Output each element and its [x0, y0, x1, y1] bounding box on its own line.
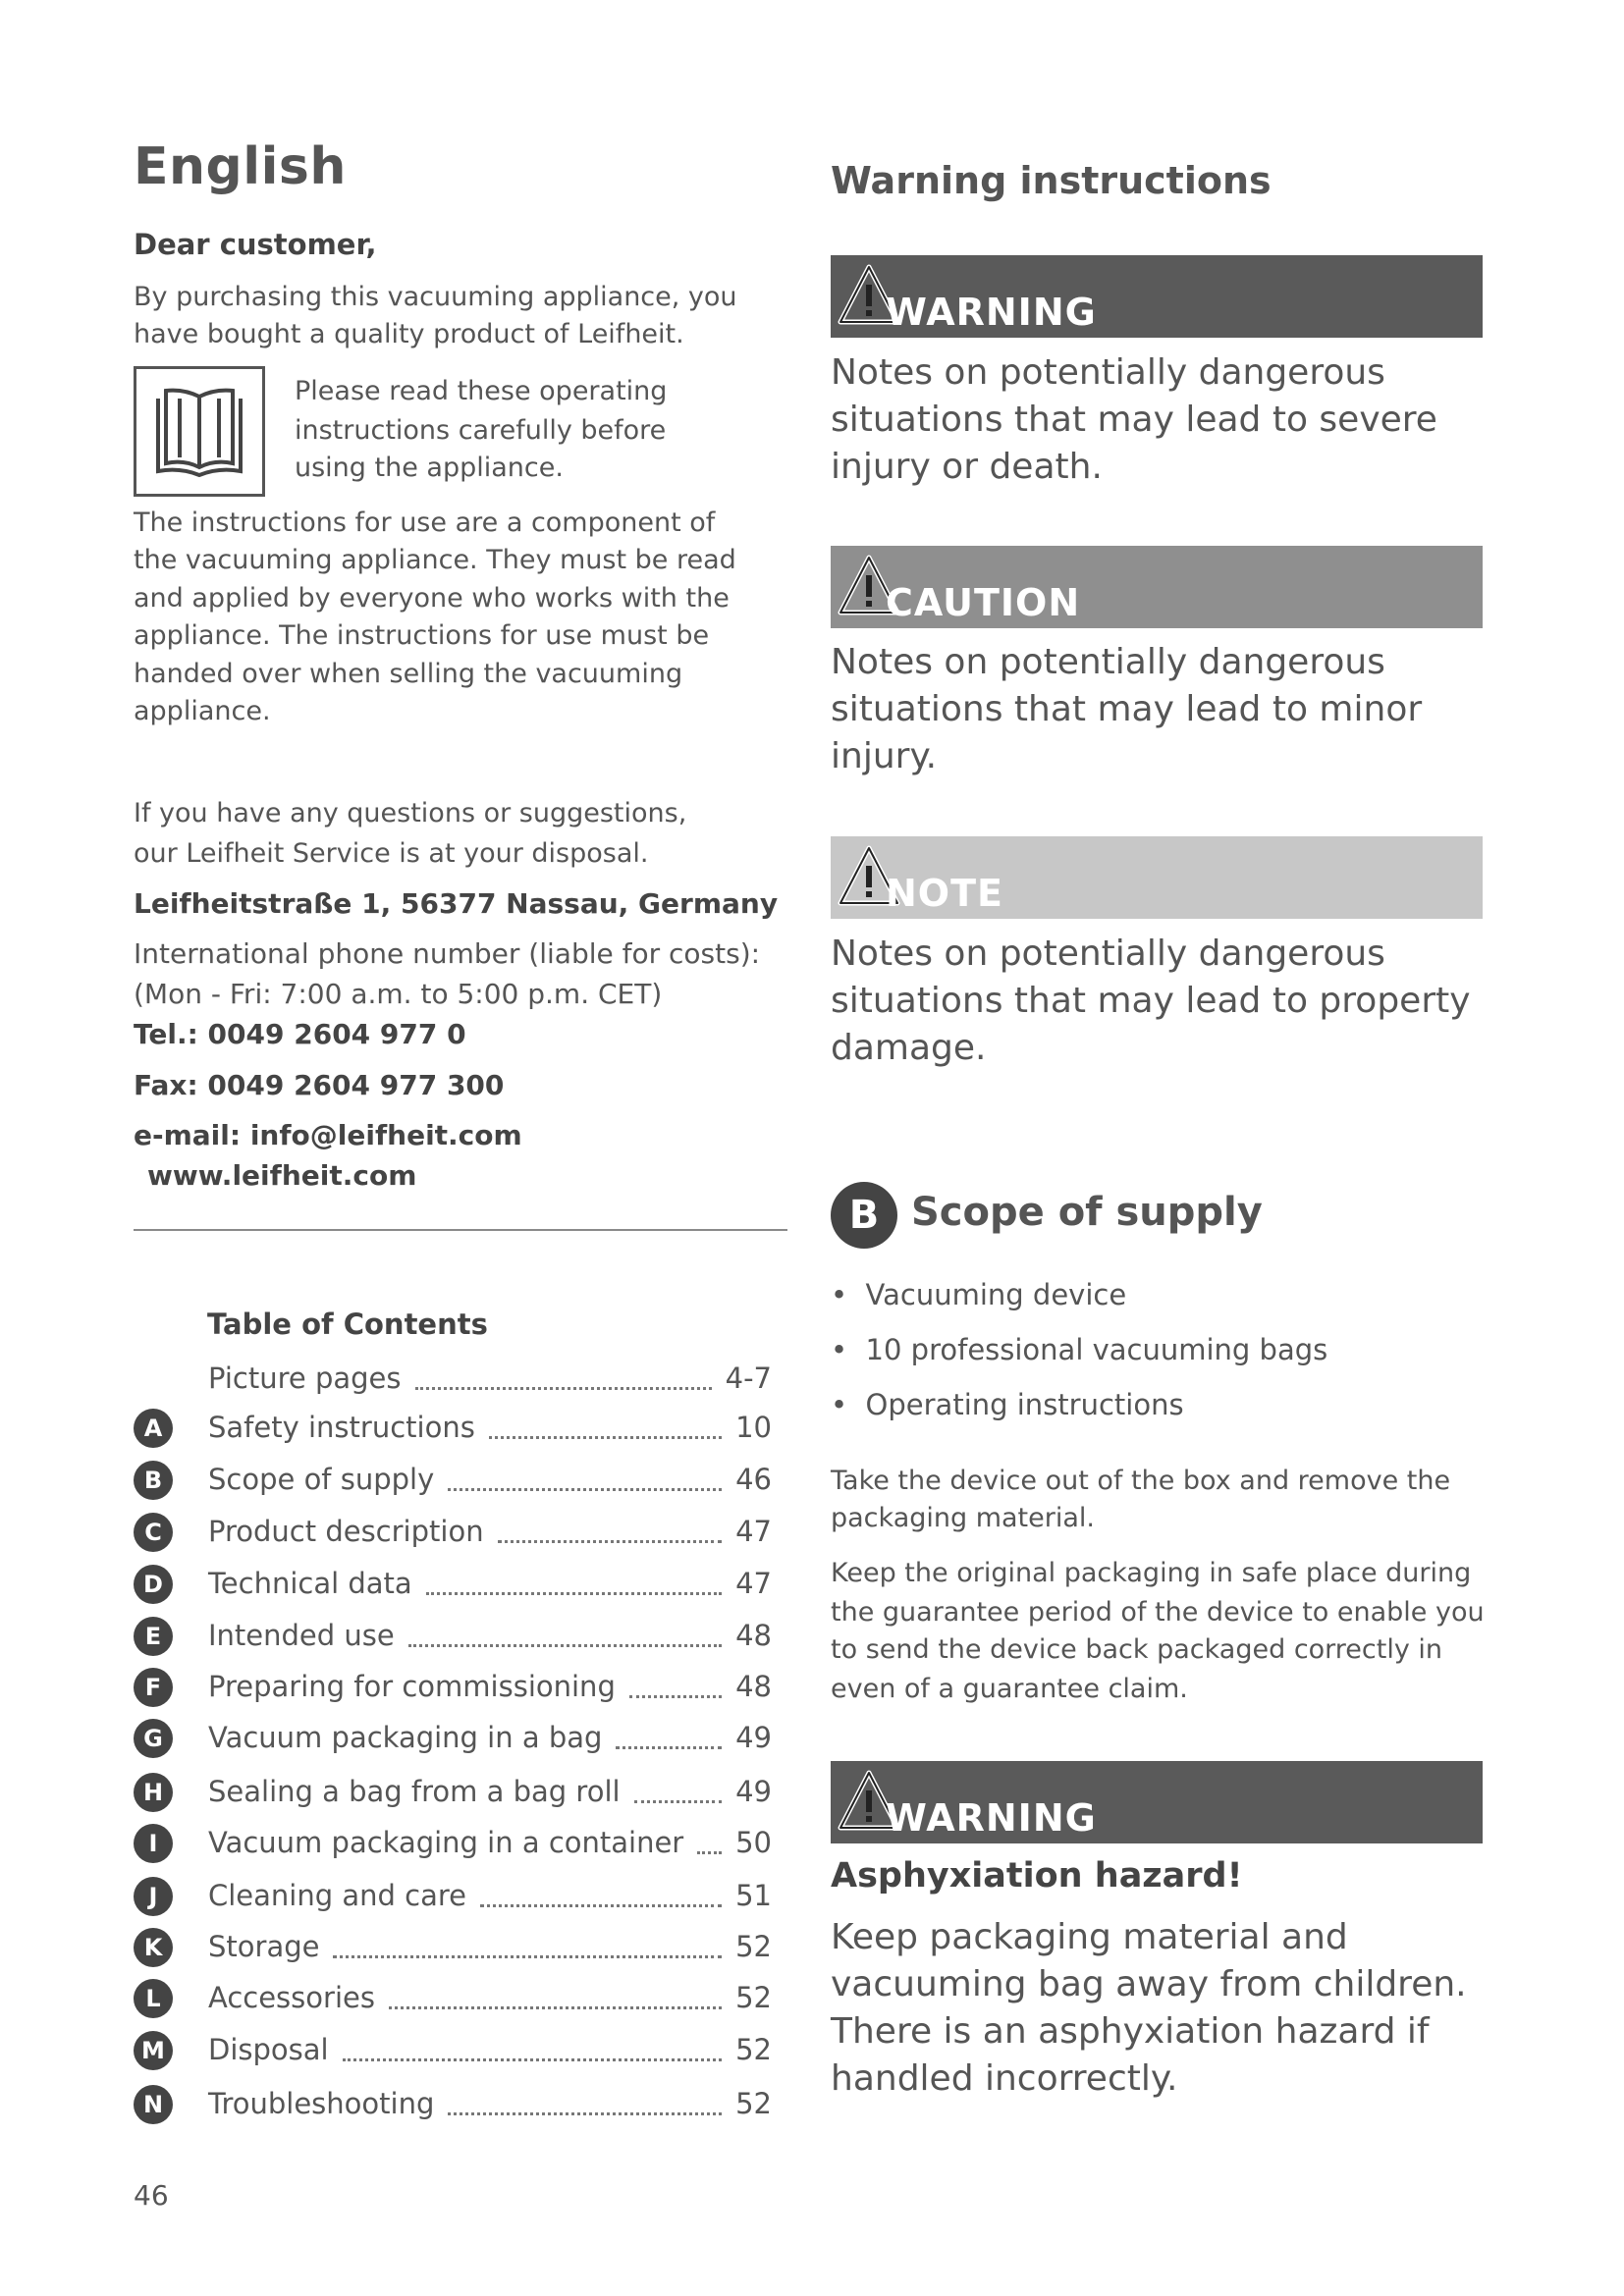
toc-item-label: Technical data [208, 1567, 412, 1600]
toc-section-badge: L [134, 1979, 173, 2018]
hazard-line-2: vacuuming bag away from children. [831, 1964, 1467, 2004]
warning-line-2: situations that may lead to severe [831, 400, 1437, 440]
warning-banner [831, 255, 1483, 338]
toc-item-label: Safety instructions [208, 1411, 475, 1444]
unpack-line-2: packaging material. [831, 1503, 1095, 1533]
caution-line-3: injury. [831, 736, 938, 776]
scope-item-1: • Vacuuming device [831, 1278, 1127, 1311]
toc-item[interactable] [134, 1360, 772, 1399]
toc-leader-dots [498, 1515, 722, 1543]
toc-section-badge: M [134, 2031, 173, 2070]
toc-item[interactable] [134, 1979, 772, 2018]
toc-item-page: 46 [735, 1463, 772, 1496]
service-hours: (Mon - Fri: 7:00 a.m. to 5:00 p.m. CET) [134, 978, 663, 1010]
toc-item-page: 52 [735, 2033, 772, 2066]
toc-item[interactable] [134, 1565, 772, 1604]
toc-leader-dots [629, 1670, 722, 1698]
toc-item-label: Vacuum packaging in a container [208, 1826, 684, 1859]
tel-number: Tel.: 0049 2604 977 0 [134, 1018, 466, 1050]
toc-item[interactable] [134, 1719, 772, 1758]
scope-item-3: • Operating instructions [831, 1388, 1184, 1421]
caution-line-1: Notes on potentially dangerous [831, 642, 1385, 682]
intl-phone: International phone number (liable for costs): [134, 937, 761, 970]
instr-line-4: appliance. The instructions for use must be [134, 620, 710, 651]
keep-line-3: to send the device back packaged correctly in [831, 1634, 1443, 1665]
warning-label: WARNING [886, 291, 1097, 334]
instr-line-6: appliance. [134, 696, 271, 726]
scope-item-2: • 10 professional vacuuming bags [831, 1333, 1328, 1366]
intro-line-1: By purchasing this vacuuming appliance, you [134, 282, 737, 312]
toc-item-page: 47 [735, 1515, 772, 1548]
toc-item[interactable] [134, 2031, 772, 2070]
toc-leader-dots [408, 1619, 722, 1647]
caution-label: CAUTION [886, 581, 1081, 624]
toc-item-label: Sealing a bag from a bag roll [208, 1775, 621, 1808]
toc-leader-dots [389, 1981, 722, 2009]
fax-number: Fax: 0049 2604 977 300 [134, 1069, 505, 1101]
toc-item-page: 52 [735, 1981, 772, 2014]
toc-item-page: 52 [735, 2087, 772, 2120]
toc-leader-dots [426, 1567, 722, 1595]
toc-section-badge: F [134, 1668, 173, 1707]
instr-line-5: handed over when selling the vacuuming [134, 659, 683, 689]
toc-leader-dots [448, 2087, 722, 2115]
questions-line-1: If you have any questions or suggestions, [134, 798, 687, 828]
toc-item-page: 47 [735, 1567, 772, 1600]
toc-leader-dots [480, 1879, 722, 1907]
toc-item-page: 52 [735, 1930, 772, 1963]
note-banner [831, 836, 1483, 919]
instr-line-2: the vacuuming appliance. They must be read [134, 545, 736, 575]
note-line-3: damage. [831, 1028, 987, 1068]
toc-section-badge: D [134, 1565, 173, 1604]
address: Leifheitstraße 1, 56377 Nassau, Germany [134, 887, 779, 920]
toc-item-label: Troubleshooting [208, 2087, 435, 2120]
toc-leader-dots [415, 1362, 712, 1390]
toc-item-label: Disposal [208, 2033, 329, 2066]
toc-item-page: 51 [735, 1879, 772, 1912]
keep-line-4: even of a guarantee claim. [831, 1674, 1188, 1704]
toc-item[interactable] [134, 1877, 772, 1916]
toc-item-label: Accessories [208, 1981, 375, 2014]
note-label: NOTE [886, 872, 1003, 915]
unpack-line-1: Take the device out of the box and remove the [831, 1466, 1451, 1496]
toc-section-badge: I [134, 1824, 173, 1863]
instr-line-3: and applied by everyone who works with the [134, 583, 730, 614]
instr-line-1: The instructions for use are a component of [134, 507, 716, 538]
website-link[interactable]: www.leifheit.com [147, 1159, 417, 1192]
toc-item[interactable] [134, 1773, 772, 1812]
note-line-1: Notes on potentially dangerous [831, 934, 1385, 974]
hazard-line-1: Keep packaging material and [831, 1917, 1348, 1957]
toc-item-label: Preparing for commissioning [208, 1670, 616, 1703]
email-address[interactable]: e-mail: info@leifheit.com [134, 1119, 522, 1151]
toc-section-badge: H [134, 1773, 173, 1812]
keep-line-2: the guarantee period of the device to enable you [831, 1597, 1485, 1628]
read-line-1: Please read these operating [295, 376, 668, 406]
questions-line-2: our Leifheit Service is at your disposal. [134, 838, 649, 869]
intro-line-2: have bought a quality product of Leifheit. [134, 319, 684, 349]
toc-item-label: Storage [208, 1930, 320, 1963]
warning-instructions-title: Warning instructions [831, 159, 1272, 202]
toc-section-badge: J [134, 1877, 173, 1916]
toc-item[interactable] [134, 2085, 772, 2124]
toc-item[interactable] [134, 1409, 772, 1448]
hazard-line-4: handled incorrectly. [831, 2058, 1178, 2099]
section-b-badge: B [831, 1182, 897, 1249]
toc-leader-dots [634, 1775, 722, 1803]
toc-leader-dots [333, 1930, 722, 1958]
toc-section-badge: E [134, 1617, 173, 1656]
section-divider [134, 1229, 787, 1231]
toc-section-badge: B [134, 1461, 173, 1500]
toc-item-label: Product description [208, 1515, 484, 1548]
toc-item[interactable] [134, 1668, 772, 1707]
toc-item[interactable] [134, 1461, 772, 1500]
toc-item-page: 50 [735, 1826, 772, 1859]
toc-item-page: 49 [735, 1721, 772, 1754]
toc-item-page: 4-7 [725, 1362, 772, 1395]
greeting: Dear customer, [134, 228, 377, 261]
page-heading: English [134, 137, 347, 196]
toc-item[interactable] [134, 1617, 772, 1656]
toc-section-badge: C [134, 1513, 173, 1552]
caution-line-2: situations that may lead to minor [831, 689, 1423, 729]
read-line-3: using the appliance. [295, 453, 564, 483]
toc-item[interactable] [134, 1513, 772, 1552]
note-line-2: situations that may lead to property [831, 981, 1471, 1021]
page-number: 46 [134, 2179, 169, 2212]
toc-section-badge: K [134, 1928, 173, 1967]
toc-item-page: 10 [735, 1411, 772, 1444]
toc-leader-dots [489, 1411, 722, 1439]
toc-item-label: Intended use [208, 1619, 395, 1652]
keep-line-1: Keep the original packaging in safe place during [831, 1558, 1472, 1588]
toc-section-badge: G [134, 1719, 173, 1758]
toc-item[interactable] [134, 1824, 772, 1863]
caution-banner [831, 546, 1483, 628]
hazard-title: Asphyxiation hazard! [831, 1856, 1243, 1896]
toc-leader-dots [697, 1826, 722, 1854]
hazard-line-3: There is an asphyxiation hazard if [831, 2011, 1430, 2052]
read-line-2: instructions carefully before [295, 415, 667, 446]
toc-leader-dots [448, 1463, 722, 1491]
toc-section-badge: A [134, 1409, 173, 1448]
warning-line-1: Notes on potentially dangerous [831, 352, 1385, 393]
toc-item-page: 48 [735, 1619, 772, 1652]
toc-leader-dots [343, 2033, 722, 2061]
scope-of-supply-title: Scope of supply [911, 1190, 1263, 1235]
warning-line-3: injury or death. [831, 447, 1103, 487]
toc-item-label: Scope of supply [208, 1463, 435, 1496]
toc-item-label: Picture pages [208, 1362, 402, 1395]
toc-item-label: Vacuum packaging in a bag [208, 1721, 603, 1754]
toc-item[interactable] [134, 1928, 772, 1967]
warning-label-2: WARNING [886, 1796, 1097, 1840]
toc-item-page: 48 [735, 1670, 772, 1703]
toc-item-label: Cleaning and care [208, 1879, 466, 1912]
read-manual-icon [134, 366, 265, 497]
toc-leader-dots [616, 1721, 722, 1749]
toc-title: Table of Contents [207, 1308, 488, 1341]
toc-item-page: 49 [735, 1775, 772, 1808]
toc-section-badge: N [134, 2085, 173, 2124]
warning-banner-2 [831, 1761, 1483, 1843]
